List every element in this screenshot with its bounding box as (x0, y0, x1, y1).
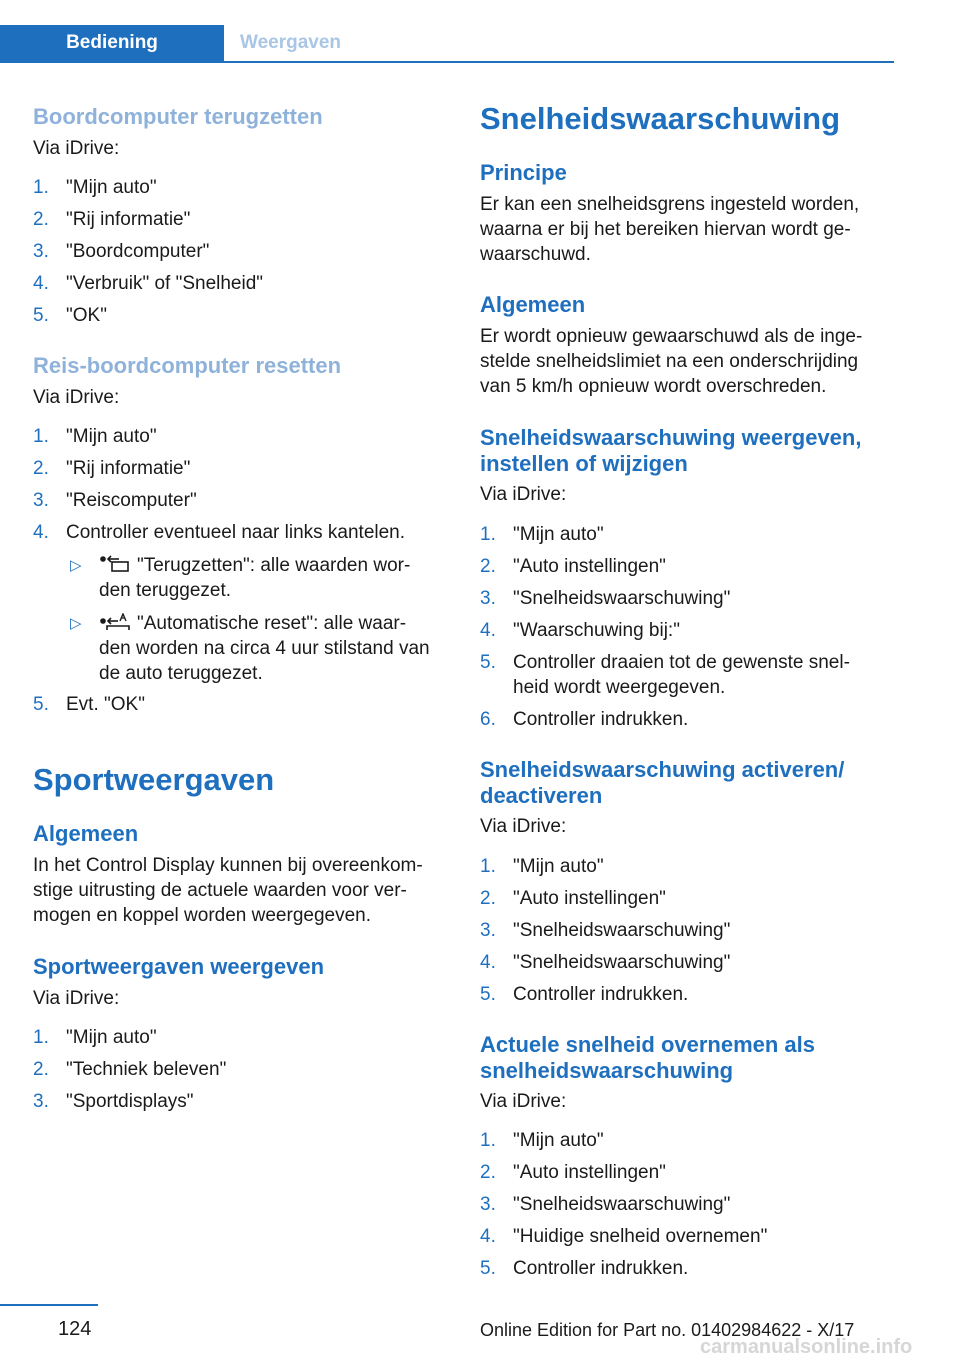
step-text: "Sportdisplays" (66, 1091, 194, 1112)
step-text: "Mijn auto" (513, 524, 604, 545)
step-number: 5. (33, 305, 49, 326)
section-heading-weergeven-instellen (480, 425, 895, 477)
step-text: Controller indrukken. (513, 984, 689, 1005)
footer-divider (0, 1304, 98, 1306)
step-number: 4. (480, 620, 496, 641)
paragraph-line: Er kan een snelheidsgrens ingesteld worden, (480, 194, 860, 215)
paragraph-line: stelde snelheidslimiet na een onderschrijding (480, 351, 859, 372)
paragraph-line: In het Control Display kunnen bij overeenkom- (33, 855, 423, 876)
bullet-triangle-icon: ▷ (70, 615, 82, 632)
sub-item-line-2: den teruggezet. (99, 580, 232, 601)
step-number: 3. (480, 920, 496, 941)
via-idrive-label: Via iDrive: (480, 484, 567, 505)
paragraph-line: Er wordt opnieuw gewaarschuwd als de inge- (480, 326, 863, 347)
heading-line: Snelheidswaarschuwing weergeven, (480, 425, 862, 450)
step-number: 5. (480, 652, 496, 673)
step-text: "Mijn auto" (513, 1130, 604, 1151)
step-text: "Mijn auto" (66, 1027, 157, 1048)
via-idrive-label: Via iDrive: (480, 816, 567, 837)
step-number: 2. (33, 209, 49, 230)
section-heading-activeren-deactiveren (480, 757, 895, 809)
section-heading-boordcomputer-terugzetten: Boordcomputer terugzetten (33, 104, 323, 129)
step-number: 1. (480, 524, 496, 545)
section-heading-principe: Principe (480, 160, 567, 185)
via-idrive-label: Via iDrive: (33, 387, 120, 408)
step-text: "Snelheidswaarschuwing" (513, 588, 731, 609)
chapter-title-snelheidswaarschuwing: Snelheidswaarschuwing (480, 101, 841, 136)
via-idrive-label: Via iDrive: (33, 988, 120, 1009)
step-text (513, 650, 895, 700)
step-text: "Auto instellingen" (513, 556, 666, 577)
sub-list-item-automatische-reset (33, 611, 448, 686)
step-text: "Boordcomputer" (66, 241, 210, 262)
step-text: "Waarschuwing bij:" (513, 620, 680, 641)
chapter-title-sportweergaven: Sportweergaven (33, 762, 275, 797)
step-text: "Mijn auto" (66, 426, 157, 447)
step-text: "Rij informatie" (66, 458, 191, 479)
watermark: carmanualsonline.info (700, 1336, 913, 1358)
step-text: "Snelheidswaarschuwing" (513, 1194, 731, 1215)
step-text: "Reiscomputer" (66, 490, 197, 511)
step-number: 3. (33, 1091, 49, 1112)
heading-line: snelheidswaarschuwing (480, 1058, 734, 1083)
tab-weergaven[interactable]: Weergaven (240, 32, 342, 53)
step-number: 4. (33, 522, 49, 543)
header-tab-bar (0, 25, 894, 63)
step-number: 3. (33, 241, 49, 262)
step-number: 1. (480, 856, 496, 877)
step-text: "Huidige snelheid overnemen" (513, 1226, 768, 1247)
sub-list-item-terugzetten (33, 553, 448, 603)
paragraph-principe (480, 192, 895, 267)
step-number: 4. (480, 952, 496, 973)
reset-icon (99, 555, 131, 573)
sub-item-line-1: "Automatische reset": alle waar- (137, 613, 407, 634)
step-text: "Techniek beleven" (66, 1059, 227, 1080)
list-item (480, 650, 895, 700)
step-number: 4. (480, 1226, 496, 1247)
step-text-line: heid wordt weergegeven. (513, 677, 726, 698)
section-heading-sportweergaven-weergeven: Sportweergaven weergeven (33, 954, 325, 979)
sub-item-line-1: "Terugzetten": alle waarden wor- (137, 555, 411, 576)
step-text-line: Controller draaien tot de gewenste snel- (513, 652, 850, 673)
step-number: 3. (480, 1194, 496, 1215)
step-text: "Auto instellingen" (513, 888, 666, 909)
step-text: "Mijn auto" (513, 856, 604, 877)
step-text: "Snelheidswaarschuwing" (513, 952, 731, 973)
paragraph-line: mogen en koppel worden weergegeven. (33, 905, 372, 926)
step-number: 6. (480, 709, 496, 730)
step-number: 2. (480, 556, 496, 577)
step-text: Evt. "OK" (66, 694, 145, 715)
paragraph-line: waarna er bij het bereiken hiervan wordt ge- (480, 219, 851, 240)
heading-line: Actuele snelheid overnemen als (480, 1032, 816, 1057)
step-number: 5. (33, 694, 49, 715)
via-idrive-label: Via iDrive: (480, 1091, 567, 1112)
step-text: Controller indrukken. (513, 1258, 689, 1279)
step-number: 3. (33, 490, 49, 511)
section-heading-reis-boordcomputer-resetten: Reis-boordcomputer resetten (33, 353, 342, 378)
sub-item-line-3: de auto teruggezet. (99, 663, 263, 684)
step-number: 2. (480, 888, 496, 909)
section-heading-algemeen: Algemeen (33, 821, 139, 846)
step-number: 2. (33, 458, 49, 479)
step-number: 3. (480, 588, 496, 609)
section-heading-snelheid-overnemen (480, 1032, 895, 1084)
step-text: Controller eventueel naar links kantelen. (66, 522, 406, 543)
step-number: 2. (33, 1059, 49, 1080)
bullet-triangle-icon: ▷ (70, 557, 82, 574)
step-text: "Verbruik" of "Snelheid" (66, 273, 264, 294)
edition-note: Online Edition for Part no. 01402984622 - X/17 (480, 1320, 855, 1340)
paragraph-line: van 5 km/h opnieuw wordt overschreden. (480, 376, 827, 397)
step-number: 2. (480, 1162, 496, 1183)
paragraph-line: stige uitrusting de actuele waarden voor ver- (33, 880, 407, 901)
paragraph-line: waarschuwd. (480, 244, 591, 265)
step-text: "Rij informatie" (66, 209, 191, 230)
heading-line: deactiveren (480, 783, 603, 808)
tab-bediening[interactable]: Bediening (0, 25, 224, 61)
paragraph-algemeen (480, 324, 895, 399)
step-number: 1. (33, 177, 49, 198)
step-text: "Mijn auto" (66, 177, 157, 198)
step-number: 1. (33, 426, 49, 447)
step-text: "Snelheidswaarschuwing" (513, 920, 731, 941)
step-text: "OK" (66, 305, 107, 326)
step-number: 5. (480, 1258, 496, 1279)
sub-item-text (99, 553, 448, 603)
paragraph-algemeen (33, 853, 448, 928)
heading-line: Snelheidswaarschuwing activeren/ (480, 757, 845, 782)
step-text: Controller indrukken. (513, 709, 689, 730)
step-number: 4. (33, 273, 49, 294)
step-number: 1. (480, 1130, 496, 1151)
sub-item-text (99, 611, 448, 686)
page-number: 124 (58, 1318, 92, 1340)
sub-item-line-2: den worden na circa 4 uur stilstand van (99, 638, 430, 659)
via-idrive-label: Via iDrive: (33, 138, 120, 159)
step-text: "Auto instellingen" (513, 1162, 666, 1183)
section-heading-algemeen: Algemeen (480, 292, 586, 317)
step-number: 5. (480, 984, 496, 1005)
heading-line: instellen of wijzigen (480, 451, 688, 476)
step-number: 1. (33, 1027, 49, 1048)
auto-reset-icon (99, 613, 131, 631)
